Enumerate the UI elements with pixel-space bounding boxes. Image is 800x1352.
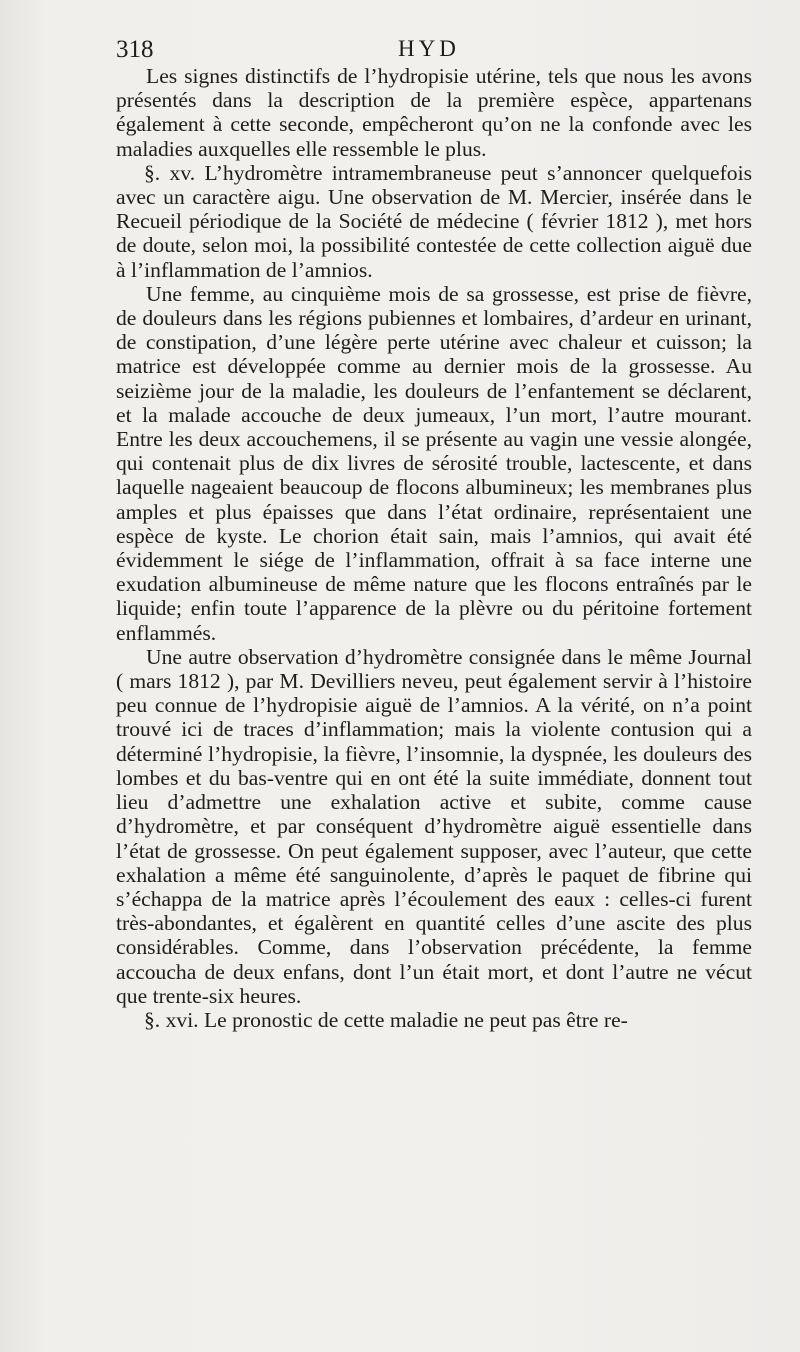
paragraph-4: Une autre observation d’hydromètre consignée dans le même Journal ( mars 1812 ), par M. Devilliers neveu, peut également servir à l’histoire peu connue de l’hydropisie aiguë de l’amnios. A la vérité, on n’a point trouvé ici de traces d’inflammation; mais la violente contusion qui a déterminé l’hydropisie, la fièvre, l’insomnie, la dyspnée, les douleurs des lombes et du bas-ventre qui en ont été la suite immédiate, donnent tout lieu d’admettre une exhalation active et subite, comme cause d’hydromètre, et par conséquent d’hydromètre aiguë essentielle dans l’état de grossesse. On peut également supposer, avec l’auteur, que cette exhalation a même été sanguinolente, d’après le paquet de fibrine qui s’échappa de la matrice après l’écoulement des eaux : celles-ci furent très-abondantes, et égalèrent en quantité celles d’une ascite des plus considérables. Comme, dans l’observation précédente, la femme accoucha de deux enfans, dont l’un était mort, et dont l’autre ne vécut que trente-six heures. bbox=[116, 644, 752, 1008]
running-head: HYD bbox=[398, 36, 460, 61]
paragraph-2-section-xv: §. xv. L’hydromètre intramembraneuse peut s’annoncer quelquefois avec un caractère aigu. Une observation de M. Mercier, insérée dans le Recueil périodique de la Société de médecine ( février 1812 ), met hors de doute, selon moi, la possibilité contestée de cette collection aiguë due à l’inflammation de l’amnios. bbox=[116, 160, 752, 282]
paragraph-5-section-xvi: §. xvi. Le pronostic de cette maladie ne peut pas être re- bbox=[144, 1007, 628, 1032]
body-text bbox=[116, 64, 752, 1032]
paragraph-1: Les signes distinctifs de l’hydropisie utérine, tels que nous les avons présentés dans la description de la première espèce, appartenans également à cette seconde, empêcheront qu’on ne la confonde avec les maladies auxquelles elle ressemble le plus. bbox=[116, 64, 752, 161]
page-header bbox=[116, 36, 756, 66]
page-number: 318 bbox=[116, 36, 154, 63]
paragraph-3: Une femme, au cinquième mois de sa grossesse, est prise de fièvre, de douleurs dans les régions pubiennes et lombaires, d’ardeur en urinant, de constipation, d’une légère perte utérine avec chaleur et cuisson; la matrice est développée comme au dernier mois de la grossesse. Au seizième jour de la maladie, les douleurs de l’enfantement se déclarent, et la malade accouche de deux jumeaux, l’un mort, l’autre mourant. Entre les deux accouchemens, il se présente au vagin une vessie alongée, qui contenait plus de dix livres de sérosité trouble, lactescente, et dans laquelle nageaient beaucoup de flocons albumineux; les membranes plus amples et plus épaisses que dans l’état ordinaire, représentaient une espèce de kyste. Le chorion était sain, mais l’amnios, qui avait été évidemment le siége de l’inflammation, offrait à sa face interne une exudation albumineuse de même nature que les flocons entraînés par le liquide; enfin toute l’apparence de la plèvre ou du péritoine fortement enflammés. bbox=[116, 281, 752, 645]
